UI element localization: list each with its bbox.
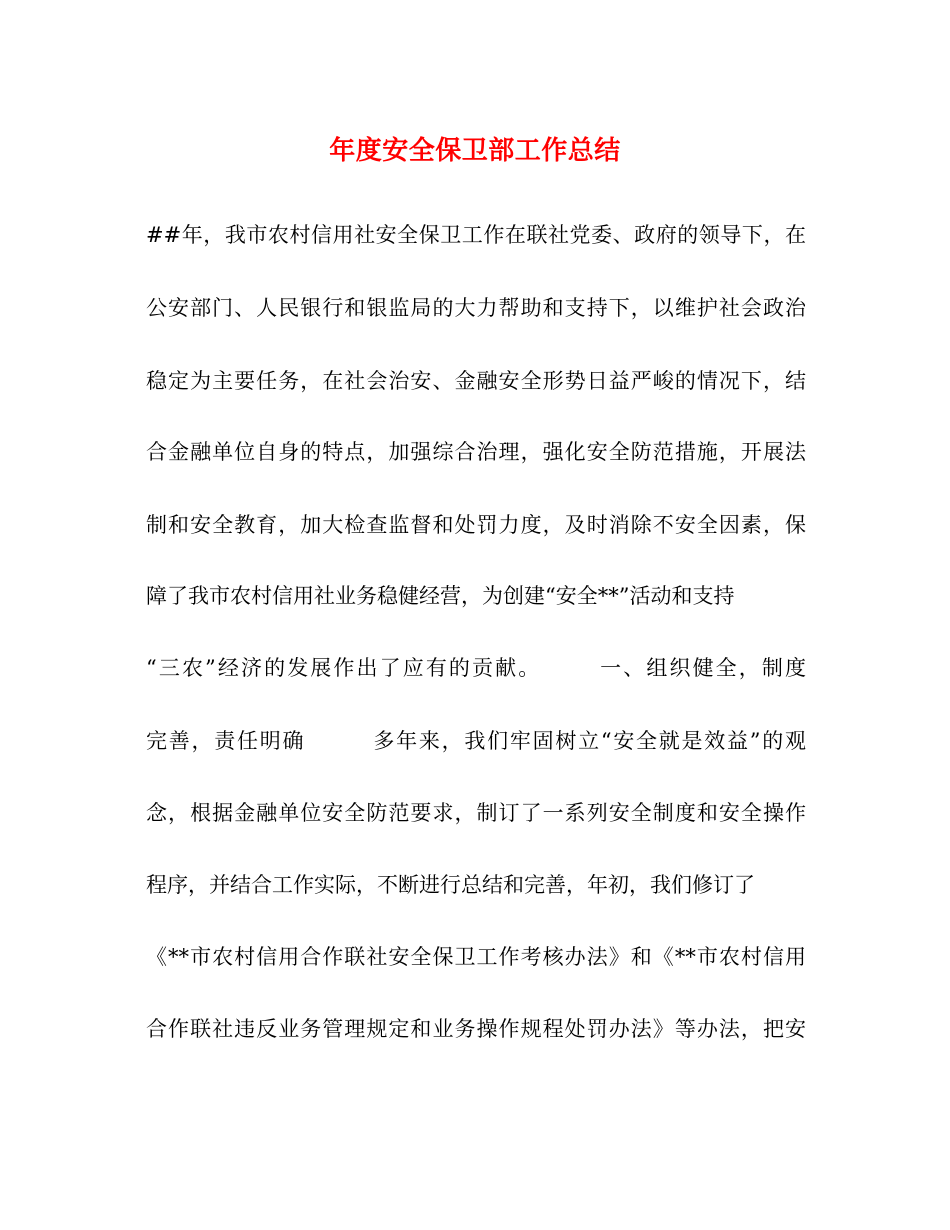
- paragraph-line: ##年，我市农村信用社安全保卫工作在联社党委、政府的领导下，在: [146, 223, 806, 247]
- paragraph-line: 公安部门、人民银行和银监局的大力帮助和支持下，以维护社会政治: [146, 296, 806, 320]
- paragraph-line: 合金融单位自身的特点，加强综合治理，强化安全防范措施，开展法: [146, 440, 806, 464]
- paragraph-line: 合作联社违反业务管理规定和业务操作规程处罚办法》等办法，把安: [146, 1017, 806, 1041]
- paragraph-line: 制和安全教育，加大检查监督和处罚力度，及时消除不安全因素，保: [146, 513, 806, 537]
- paragraph-line: 《**市农村信用合作联社安全保卫工作考核办法》和《**市农村信用: [146, 945, 806, 969]
- paragraph-line: “三农”经济的发展作出了应有的贡献。 一、组织健全，制度: [146, 656, 806, 680]
- paragraph-line: 稳定为主要任务，在社会治安、金融安全形势日益严峻的情况下，结: [146, 369, 806, 393]
- paragraph-line: 念，根据金融单位安全防范要求，制订了一系列安全制度和安全操作: [146, 801, 806, 825]
- page-title: 年度安全保卫部工作总结: [329, 136, 621, 166]
- paragraph-line: 障了我市农村信用社业务稳健经营，为创建“安全**”活动和支持: [146, 584, 735, 608]
- paragraph-line: 完善，责任明确 多年来，我们牢固树立“安全就是效益”的观: [146, 729, 806, 753]
- paragraph-line: 程序，并结合工作实际，不断进行总结和完善，年初，我们修订了: [146, 873, 755, 897]
